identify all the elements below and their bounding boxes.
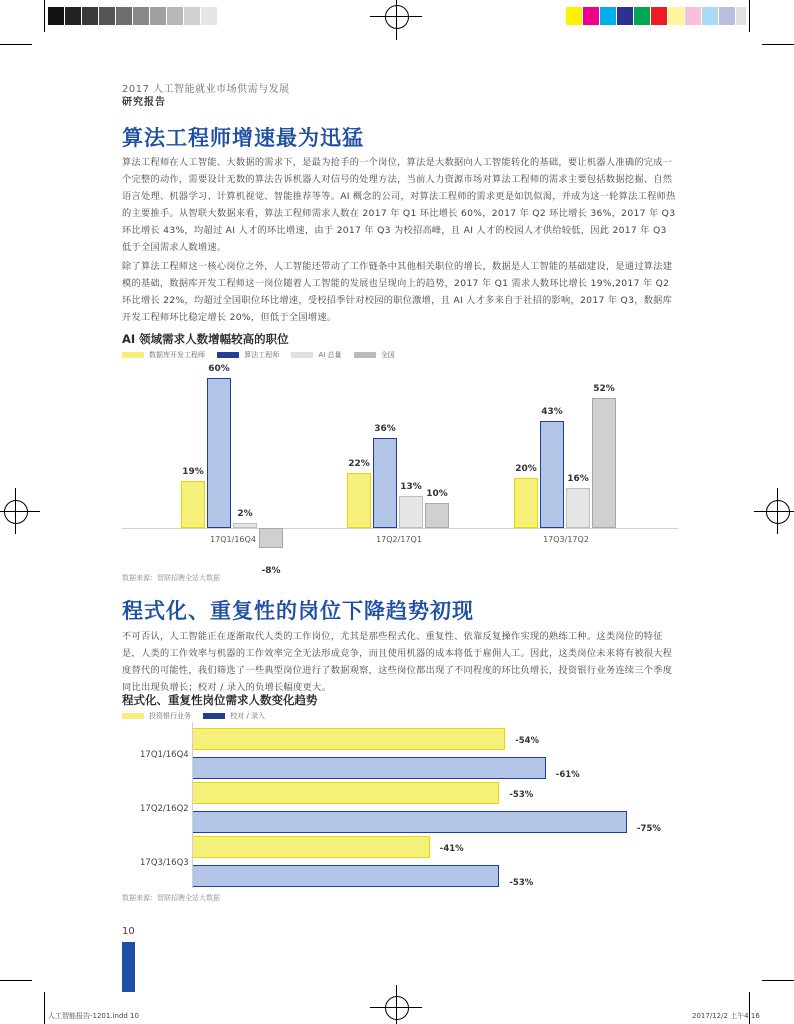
chart2-legend — [122, 711, 275, 721]
chart2-bar — [192, 728, 505, 750]
chart1-data-label: 43% — [541, 406, 563, 417]
chart2-bar — [192, 836, 430, 858]
chart1-plot — [122, 360, 678, 575]
legend-label: 数据库开发工程师 — [149, 351, 205, 359]
crop-mark — [44, 992, 45, 1024]
chart2-plot — [122, 722, 678, 892]
chart1-title: AI 领域需求人数增幅较高的职位 — [122, 332, 289, 346]
chart1-data-label: 60% — [208, 364, 230, 374]
reg-line — [0, 511, 40, 512]
chart1-bar — [347, 473, 371, 528]
chart1-data-label: 20% — [515, 464, 537, 474]
chart1-source: 数据来源：智联招聘全站大数据 — [122, 574, 220, 582]
chart2-data-label: -75% — [637, 824, 661, 834]
chart1-bar — [425, 503, 449, 528]
section1-paragraph1: 算法工程师在人工智能、大数据的需求下，是最为抢手的一个岗位，算法是大数据向人工智能转化的基础，要让机器人准确的完成一个完整的动作，需要设计无数的算法告诉机器人对信号的处理方法，当前人力资源市场对算法工程师的需求主要包括数据挖掘、自然语言处理、机器学习、计算机视觉、智能推荐等等。AI 概念的公司，对算法工程师的需求更是如饥似渴，并成为这一轮算法工程师热的主要推手。从智联大数据来看，算法工程师需求人数在 2017 年 Q1 环比增长 60%，2017 年 Q2 环比增长 36%，2017 年 Q3 环比增长 43%，均超过 AI 人才的环比增速，由于 2017 年 Q3 为校招高峰，且 AI 人才的校园人才供给较低，因此 2017 年 Q3 低于全国需求人数增速。 — [122, 157, 676, 253]
chart1-data-label: 36% — [374, 424, 396, 434]
chart1-legend — [122, 350, 405, 360]
reg-line — [15, 488, 16, 534]
legend-label: 全国 — [380, 351, 395, 359]
legend-item — [217, 350, 279, 360]
chart2-data-label: -61% — [555, 770, 580, 780]
registration-mark-bottom — [385, 996, 409, 1020]
chart2-axis-line — [192, 722, 193, 888]
footer-date: 2017/12/2 上午4:16 — [692, 1012, 760, 1020]
chart2-title: 程式化、重复性岗位需求人数变化趋势 — [122, 693, 318, 707]
crop-mark — [749, 0, 750, 32]
legend-item — [122, 350, 205, 360]
legend-label: 算法工程师 — [244, 351, 280, 359]
crop-mark — [762, 44, 794, 45]
reg-line — [370, 1007, 422, 1008]
chart1-data-label: 52% — [593, 384, 615, 394]
crop-mark — [0, 44, 32, 45]
legend-label: AI 总量 — [318, 351, 342, 359]
chart1-data-label: 22% — [348, 459, 370, 469]
chart2-data-label: -53% — [509, 878, 534, 888]
chart2-data-label: -54% — [515, 736, 540, 746]
chart1-bar — [181, 481, 205, 529]
crop-mark — [44, 0, 45, 32]
chart1-data-label: 19% — [182, 466, 204, 477]
registration-mark-top — [385, 5, 409, 29]
reg-line — [396, 0, 397, 40]
crop-mark — [762, 980, 794, 981]
chart1-bar — [514, 478, 538, 528]
chart1-data-label: 2% — [237, 509, 253, 519]
legend-item — [122, 711, 191, 721]
section1-paragraph2: 除了算法工程师这一核心岗位之外，人工智能还带动了工作链条中其他相关职位的增长，数据是人工智能的基础建设，是通过算法建模的基础，数据库开发工程师这一岗位随着人工智能的发展也呈现向上的趋势，2017 年 Q1 需求人数环比增长 19%,2017 年 Q2 环比增长 22%，均超过全国职位环比增速，受校招季针对校园的职位激增，且 AI 人才多来自于社招的影响，2017 年 Q3，数据库开发工程师环比稳定增长 20%，但低于全国增速。 — [122, 261, 673, 323]
legend-label: 投资银行业务 — [149, 712, 191, 720]
legend-item — [354, 350, 395, 360]
chart2-bar — [192, 757, 546, 779]
chart1-data-label: -8% — [261, 566, 281, 576]
header-subtitle: 2017 人工智能就业市场供需与发展 — [122, 84, 290, 95]
legend-label: 校对 / 录入 — [230, 712, 266, 720]
legend-item — [291, 350, 341, 360]
crop-mark — [0, 980, 32, 981]
chart2-source: 数据来源：智联招聘全站大数据 — [122, 894, 220, 902]
chart1-bar — [233, 523, 257, 528]
chart2-category-label: 17Q1/16Q4 — [140, 750, 189, 760]
chart2-bar — [192, 782, 499, 804]
page-accent-bar — [122, 942, 135, 992]
chart2-category-label: 17Q2/16Q2 — [140, 804, 189, 814]
reg-line — [370, 16, 422, 17]
header-title: 研究报告 — [122, 97, 166, 108]
registration-mark-right — [766, 500, 790, 524]
page-number: 10 — [122, 926, 135, 937]
chart1-category-label: 17Q3/17Q2 — [543, 535, 589, 544]
registration-mark-left — [4, 500, 28, 524]
chart1-bar — [207, 378, 231, 528]
chart1-data-label: 13% — [400, 481, 422, 492]
section1-heading: 算法工程师增速最为迅猛 — [122, 126, 364, 150]
chart1-axis-line — [122, 528, 678, 529]
footer-file: 人工智能报告-1201.indd 10 — [48, 1012, 139, 1020]
reg-line — [777, 488, 778, 534]
chart2-data-label: -41% — [439, 844, 464, 854]
chart2-bar — [192, 865, 499, 887]
section2-heading: 程式化、重复性的岗位下降趋势初现 — [122, 599, 474, 623]
chart2-data-label: -53% — [509, 790, 534, 800]
chart2-category-label: 17Q3/16Q3 — [140, 858, 189, 868]
reg-line — [754, 511, 794, 512]
chart1-data-label: 10% — [426, 489, 448, 499]
section2-paragraph: 不可否认，人工智能正在逐渐取代人类的工作岗位，尤其是那些程式化、重复性、依靠反复操作实现的熟练工种。这类岗位的特征是，人类的工作效率与机器的工作效率完全无法形成竞争，而且使用机器的成本将低于雇佣人工。因此，这类岗位未来将有被很大程度替代的可能性，我们筛选了一些典型岗位进行了数据观察，这些岗位都出现了不同程度的环比负增长，投资银行业务连续三个季度同比出现负增长；校对 / 录入的负增长幅度更大。 — [122, 631, 673, 693]
chart2-bar — [192, 811, 627, 833]
chart1-bar — [399, 496, 423, 529]
reg-line — [396, 985, 397, 1024]
chart1-bar — [566, 488, 590, 528]
chart1-category-label: 17Q2/17Q1 — [376, 535, 422, 544]
legend-item — [203, 711, 265, 721]
chart1-bar — [592, 398, 616, 528]
chart1-category-label: 17Q1/16Q4 — [210, 535, 256, 544]
chart1-data-label: 16% — [567, 474, 589, 484]
